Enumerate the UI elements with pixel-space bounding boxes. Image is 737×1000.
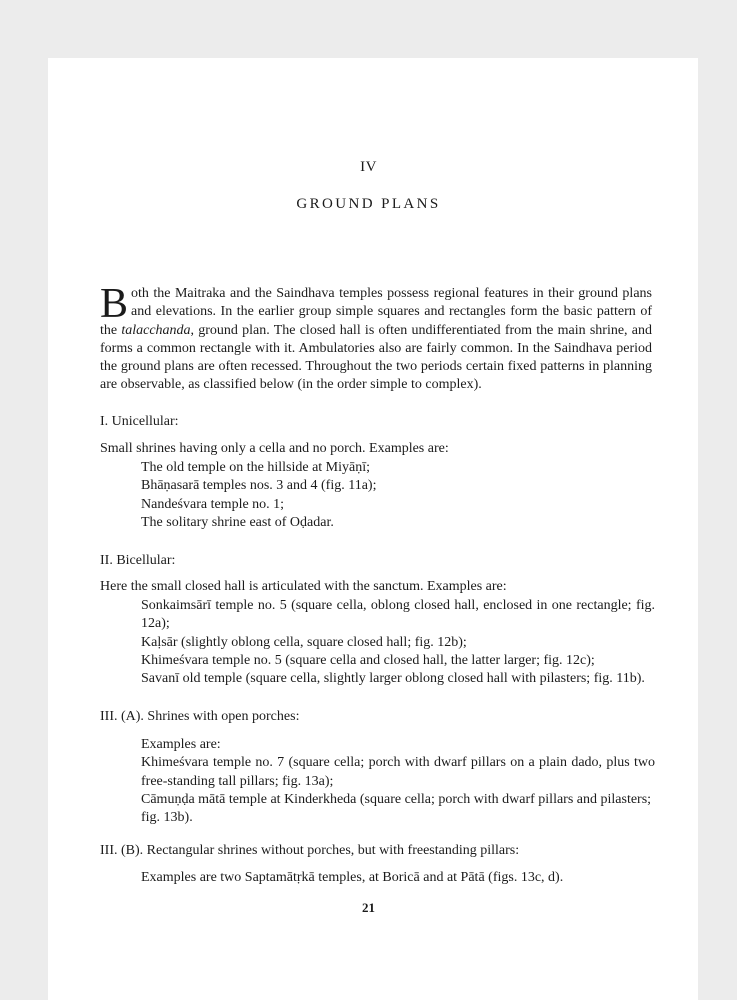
intro-text-end: , ground plan. The closed hall is often undifferentiated from the main shrine, and forms a common rectangle with it. Ambulatories also are fairly common. In the Saindhava period the ground plans are often recessed. Throughout the two periods certain fixed patterns in planning are observable, as classified below (in the order simple to complex). [100,322,652,393]
list-item: Savanī old temple (square cella, slightly larger oblong closed hall with pilasters; fig. 11b). [141,671,645,687]
section-heading-rectangular: III. (B). Rectangular shrines without porches, but with freestanding pillars: [100,843,520,858]
list-item: The solitary shrine east of Oḍadar. [141,514,334,530]
section-heading-bicellular: II. Bicellular: [100,553,176,568]
example-list-bicellular [141,597,655,688]
list-item: Sonkaimsārī temple no. 5 (square cella, oblong closed hall, enclosed in one rectangle; fig. 12a); [141,598,655,632]
section-heading-unicellular: I. Unicellular: [100,414,179,429]
list-item: Cāmuṇḍa mātā temple at Kinderkheda (square cella; porch with dwarf pillars and pilasters; fig. 13b). [141,791,652,826]
section-lead-unicellular: Small shrines having only a cella and no porch. Examples are: [100,441,449,456]
section-lead-open-porches: Examples are: [141,737,221,752]
list-item: Bhāṇasarā temples nos. 3 and 4 (fig. 11a); [141,478,377,494]
section-lead-bicellular: Here the small closed hall is articulated with the sanctum. Examples are: [100,579,507,594]
page-number: 21 [362,900,375,915]
section-heading-open-porches: III. (A). Shrines with open porches: [100,709,300,724]
section-lead-rectangular: Examples are two Saptamātṛkā temples, at Boricā and at Pātā (figs. 13c, d). [141,870,564,885]
list-item: Nandeśvara temple no. 1; [141,496,285,512]
chapter-number: IV [360,159,377,175]
list-item: Kaḷsār (slightly oblong cella, square closed hall; fig. 12b); [141,634,467,650]
example-list-rectangular [141,869,655,887]
intro-text-start: oth the Maitraka and the Saindhava temples possess regional features in their ground plans and elevations. In the earlier group simple squares and rectangles form the basic pattern of the [100,286,652,338]
intro-italic-term: talacchanda [121,322,191,338]
drop-cap: B [100,281,129,327]
example-list-unicellular [141,459,655,532]
example-list-open-porches [141,736,655,827]
chapter-title: GROUND PLANS [296,196,441,212]
list-item: Khimeśvara temple no. 5 (square cella and closed hall, the latter larger; fig. 12c); [141,652,595,668]
list-item: The old temple on the hillside at Miyāṇī; [141,460,371,475]
intro-paragraph [100,281,652,395]
list-item: Khimeśvara temple no. 7 (square cella; porch with dwarf pillars on a plain dado, plus two free-standing tall pillars; fig. 13a); [141,755,655,789]
